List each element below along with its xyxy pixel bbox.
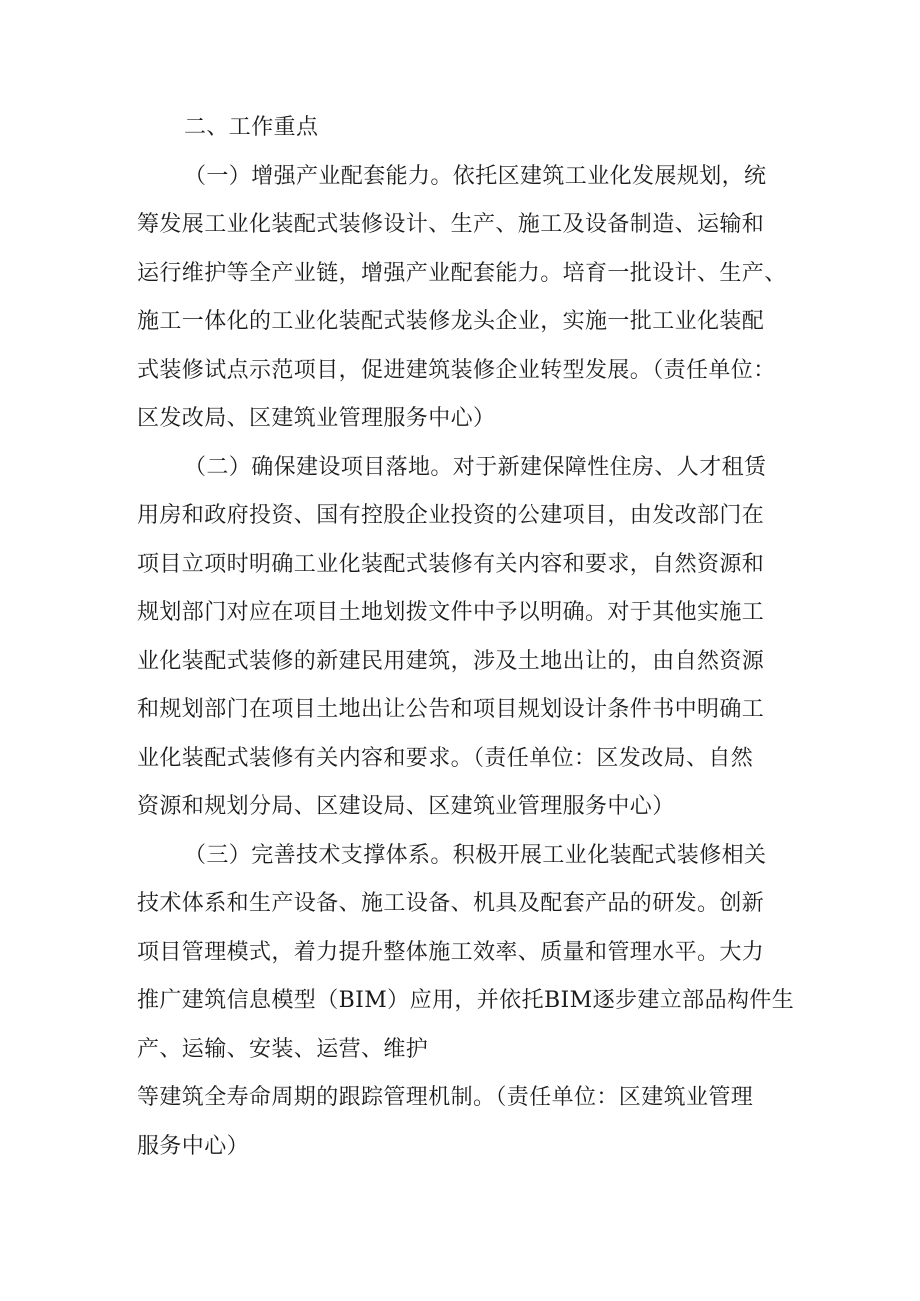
- paragraph-2-line-2: 用房和政府投资、国有控股企业投资的公建项目，由发改部门在: [137, 503, 765, 528]
- paragraph-3-line-7: 服务中心）: [137, 1134, 250, 1159]
- paragraph-3-line-1: （三）完善技术支撑体系。积极开展工业化装配式装修相关: [184, 843, 767, 868]
- paragraph-2-line-8: 资源和规划分局、区建设局、区建筑业管理服务中心）: [137, 794, 675, 819]
- section-heading: 二、工作重点: [184, 115, 319, 140]
- paragraph-3-line-4: 推广建筑信息模型（BIM）应用，并依托BIM逐步建立部品构件生: [137, 988, 795, 1013]
- paragraph-1-line-5: 式装修试点示范项目，促进建筑装修企业转型发展。（责任单位：: [137, 358, 776, 383]
- paragraph-3-line-5: 产、运输、安装、运营、维护: [137, 1037, 429, 1062]
- paragraph-2-line-5: 业化装配式装修的新建民用建筑，涉及土地出让的，由自然资源: [137, 649, 765, 674]
- paragraph-1-line-6: 区发改局、区建筑业管理服务中心）: [137, 406, 496, 431]
- paragraph-1-line-1: （一）增强产业配套能力。依托区建筑工业化发展规划，统: [184, 164, 767, 189]
- paragraph-3-line-6: 等建筑全寿命周期的跟踪管理机制。（责任单位：区建筑业管理: [137, 1085, 754, 1110]
- paragraph-1-line-4: 施工一体化的工业化装配式装修龙头企业，实施一批工业化装配: [137, 309, 765, 334]
- paragraph-2-line-7: 业化装配式装修有关内容和要求。（责任单位：区发改局、自然: [137, 746, 754, 771]
- paragraph-2-line-1: （二）确保建设项目落地。对于新建保障性住房、人才租赁: [184, 455, 767, 480]
- paragraph-2-line-6: 和规划部门在项目土地出让公告和项目规划设计条件书中明确工: [137, 697, 765, 722]
- paragraph-2-line-4: 规划部门对应在项目土地划拨文件中予以明确。对于其他实施工: [137, 600, 765, 625]
- paragraph-1-line-3: 运行维护等全产业链，增强产业配套能力。培育一批设计、生产、: [137, 261, 787, 286]
- paragraph-2-line-3: 项目立项时明确工业化装配式装修有关内容和要求，自然资源和: [137, 552, 765, 577]
- paragraph-3-line-3: 项目管理模式，着力提升整体施工效率、质量和管理水平。大力: [137, 940, 765, 965]
- paragraph-3-line-2: 技术体系和生产设备、施工设备、机具及配套产品的研发。创新: [137, 891, 765, 916]
- paragraph-1-line-2: 筹发展工业化装配式装修设计、生产、施工及设备制造、运输和: [137, 212, 765, 237]
